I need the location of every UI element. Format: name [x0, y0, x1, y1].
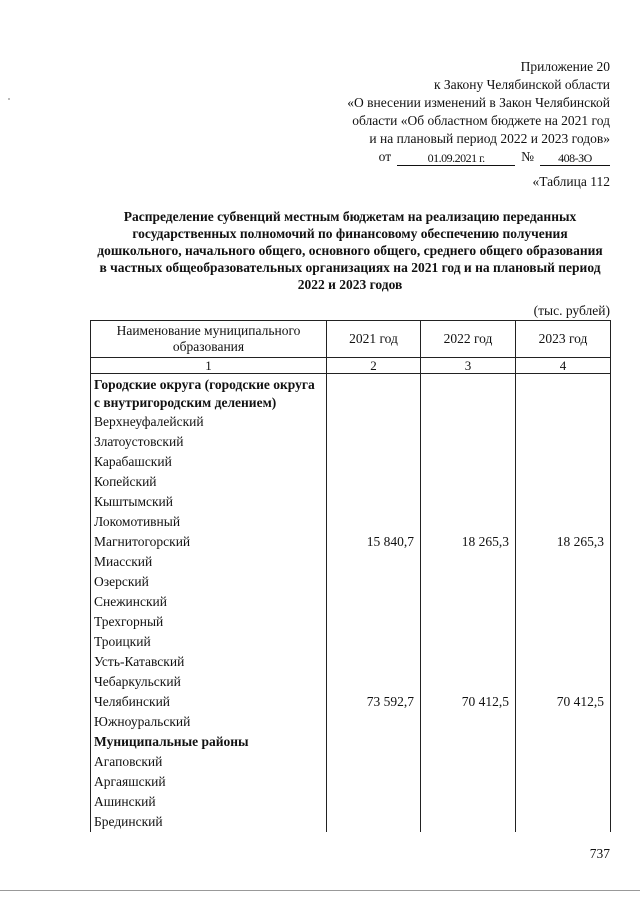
table-row [91, 692, 611, 712]
value-2022 [421, 592, 516, 612]
table-row [91, 472, 611, 492]
value-2022 [421, 452, 516, 472]
table-row [91, 632, 611, 652]
municipality-name: Локомотивный [91, 512, 327, 532]
municipality-name: Миасский [91, 552, 327, 572]
table-row [91, 652, 611, 672]
municipality-name: Южноуральский [91, 712, 327, 732]
value-2021 [327, 432, 421, 452]
value-2023 [516, 592, 611, 612]
value-2021 [327, 452, 421, 472]
appendix-line-4: области «Об областном бюджете на 2021 год [352, 113, 610, 128]
value-2022 [421, 652, 516, 672]
value-2021 [327, 712, 421, 732]
value-2022 [421, 672, 516, 692]
document-title: Распределение субвенций местным бюджетам на реализацию переданных государственных полномочий по финансовому обеспечению получения дошкольного, начального общего, основного общего, среднего общего образования в частных общеобразовательных организациях на 2021 год и на плановый период 2022 и 2023 годов [97, 209, 603, 292]
value-2023: 70 412,5 [516, 692, 611, 712]
value-2023 [516, 652, 611, 672]
municipality-name: Чебаркульский [91, 672, 327, 692]
value-2022 [421, 432, 516, 452]
table-row [91, 552, 611, 572]
table-row [91, 572, 611, 592]
value-2021 [327, 512, 421, 532]
column-numbers-row [91, 358, 611, 374]
column-number: 1 [91, 358, 327, 374]
value-2021 [327, 752, 421, 772]
value-2021 [327, 772, 421, 792]
municipality-name: Снежинский [91, 592, 327, 612]
municipality-name: Карабашский [91, 452, 327, 472]
value-2022 [421, 812, 516, 832]
from-label: от [378, 149, 392, 164]
law-date: 01.09.2021 г. [397, 151, 515, 166]
table-row [91, 712, 611, 732]
header-2022: 2022 год [421, 321, 516, 358]
value-2022: 70 412,5 [421, 692, 516, 712]
value-2022 [421, 472, 516, 492]
municipality-name: Агаповский [91, 752, 327, 772]
number-label: № [521, 149, 534, 164]
subvention-table [90, 320, 611, 832]
municipality-name: Аргаяшский [91, 772, 327, 792]
municipality-name: Усть-Катавский [91, 652, 327, 672]
municipality-name: Озерский [91, 572, 327, 592]
units-label: (тыс. рублей) [533, 303, 610, 318]
column-number: 3 [421, 358, 516, 374]
table-row [91, 792, 611, 812]
municipality-name: Челябинский [91, 692, 327, 712]
value-2022 [421, 632, 516, 652]
municipality-name: Верхнеуфалейский [91, 412, 327, 432]
column-number: 4 [516, 358, 611, 374]
value-2023 [516, 752, 611, 772]
value-2021: 73 592,7 [327, 692, 421, 712]
value-2022 [421, 712, 516, 732]
value-2021 [327, 552, 421, 572]
table-row [91, 432, 611, 452]
value-2023 [516, 412, 611, 432]
table-header-row [91, 321, 611, 358]
column-number: 2 [327, 358, 421, 374]
value-2022 [421, 492, 516, 512]
value-2023 [516, 812, 611, 832]
value-2021 [327, 612, 421, 632]
value-2022: 18 265,3 [421, 532, 516, 552]
value-2021 [327, 412, 421, 432]
value-2021: 15 840,7 [327, 532, 421, 552]
value-2022 [421, 752, 516, 772]
value-2022 [421, 772, 516, 792]
value-2021 [327, 812, 421, 832]
table-row [91, 672, 611, 692]
table-row [91, 532, 611, 552]
scan-mark [8, 98, 10, 100]
value-2021 [327, 792, 421, 812]
group-title: Муниципальные районы [91, 732, 327, 752]
value-2023 [516, 672, 611, 692]
municipality-name: Магнитогорский [91, 532, 327, 552]
table-row [91, 592, 611, 612]
municipality-name: Кыштымский [91, 492, 327, 512]
appendix-line-2: к Закону Челябинской области [433, 77, 610, 92]
table-row [91, 452, 611, 472]
value-2023 [516, 512, 611, 532]
appendix-line-1: Приложение 20 [520, 59, 610, 74]
appendix-line-5: и на плановый период 2022 и 2023 годов» [369, 131, 610, 146]
value-2023 [516, 772, 611, 792]
value-2023 [516, 632, 611, 652]
value-2021 [327, 672, 421, 692]
value-2023 [516, 612, 611, 632]
value-2022 [421, 572, 516, 592]
appendix-header [290, 58, 610, 166]
municipality-name: Троицкий [91, 632, 327, 652]
value-2021 [327, 632, 421, 652]
value-2023 [516, 552, 611, 572]
appendix-line-3: «О внесении изменений в Закон Челябинской [347, 95, 610, 110]
value-2022 [421, 612, 516, 632]
value-2021 [327, 652, 421, 672]
header-2023: 2023 год [516, 321, 611, 358]
header-2021: 2021 год [327, 321, 421, 358]
group-row-municipal-districts [91, 732, 611, 752]
value-2022 [421, 412, 516, 432]
value-2023 [516, 572, 611, 592]
law-date-number [290, 148, 610, 166]
value-2023 [516, 492, 611, 512]
value-2023 [516, 712, 611, 732]
value-2023: 18 265,3 [516, 532, 611, 552]
value-2023 [516, 472, 611, 492]
table-body [91, 374, 611, 833]
header-municipality: Наименование муниципального образования [91, 321, 327, 358]
value-2022 [421, 792, 516, 812]
municipality-name: Ашинский [91, 792, 327, 812]
table-row [91, 412, 611, 432]
value-2023 [516, 432, 611, 452]
municipality-name: Брединский [91, 812, 327, 832]
value-2021 [327, 592, 421, 612]
page-number: 737 [589, 846, 610, 861]
table-row [91, 772, 611, 792]
table-row [91, 812, 611, 832]
page-bottom-rule [0, 890, 640, 891]
value-2023 [516, 452, 611, 472]
municipality-name: Златоустовский [91, 432, 327, 452]
value-2022 [421, 512, 516, 532]
table-row [91, 512, 611, 532]
value-2021 [327, 492, 421, 512]
law-number: 408-ЗО [540, 151, 610, 166]
group-row-urban-districts [91, 374, 611, 413]
table-tag: «Таблица 112 [532, 174, 610, 189]
group-title: Городские округа (городские округа с внутригородским делением) [91, 374, 327, 413]
municipality-name: Трехгорный [91, 612, 327, 632]
value-2021 [327, 572, 421, 592]
municipality-name: Копейский [91, 472, 327, 492]
value-2023 [516, 792, 611, 812]
table-row [91, 612, 611, 632]
table-row [91, 752, 611, 772]
table-row [91, 492, 611, 512]
value-2022 [421, 552, 516, 572]
value-2021 [327, 472, 421, 492]
